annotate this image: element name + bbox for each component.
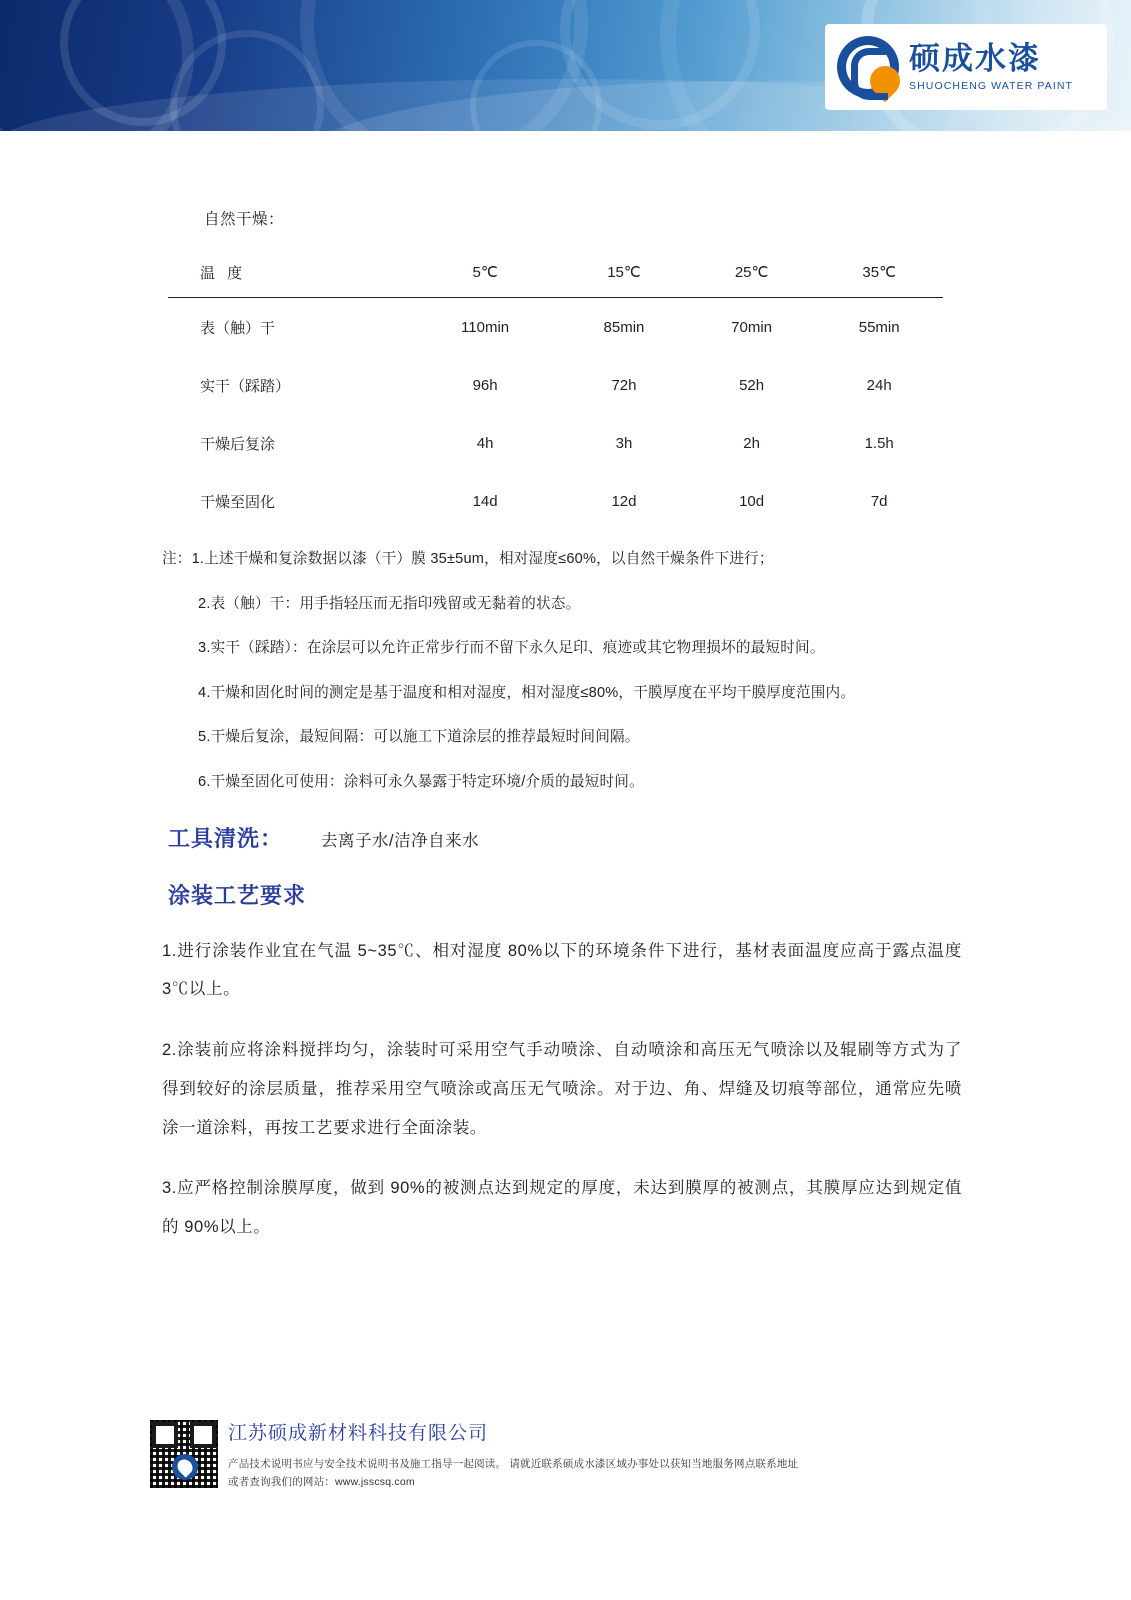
water-drop-icon [835,34,901,100]
table-row [168,298,943,357]
table-row [168,356,943,414]
section-title-text: 工具清洗： [168,825,284,851]
tool-cleaning-value: 去离子水/洁净自来水 [321,831,480,850]
row-label: 实干（踩踏） [200,377,291,395]
logo-s-shape [851,48,888,100]
cell-value: 2h [743,434,760,452]
table-header-5c: 5℃ [410,255,560,298]
logo-text-block [909,42,1073,92]
section-heading-tool-cleaning [168,822,1131,853]
cell-value: 52h [739,376,765,394]
row-label: 干燥至固化 [200,493,276,511]
table-header-25c: 25℃ [688,255,816,298]
document-content [0,131,1131,1247]
page-footer [0,1414,1131,1534]
notes-list [162,548,982,794]
brand-logo [825,24,1107,110]
cell-value: 7d [870,492,888,510]
cell-value: 96h [472,376,498,394]
process-paragraph: 1.进行涂装作业宜在气温 5~35℃、相对湿度 80%以下的环境条件下进行，基材表面温度应高于露点温度 3℃以上。 [162,941,962,999]
logo-drop-badge-icon [172,1454,198,1480]
table-header-row [168,255,943,298]
drying-data-table [168,255,943,530]
table-row [168,414,943,472]
table-header-15c: 15℃ [560,255,688,298]
cell-value: 72h [611,376,637,394]
note-item: 4.干燥和固化时间的测定是基于温度和相对湿度，相对湿度≤80%，干膜厚度在平均干膜厚度范围内。 [198,684,856,701]
note-item: 2.表（触）干：用手指轻压而无指印残留或无黏着的状态。 [198,595,581,612]
row-label: 干燥后复涂 [200,435,276,453]
cell-value: 10d [739,492,765,510]
cell-value: 1.5h [864,434,894,452]
note-item: 3.实干（踩踏）：在涂层可以允许正常步行而不留下永久足印、痕迹或其它物理损坏的最短时间。 [198,640,825,657]
cell-value: 3h [615,434,633,452]
table-header-35c: 35℃ [815,255,943,298]
cell-value: 14d [472,492,498,510]
footer-note-line-2: 或者查询我们的网站：www.jsscsq.com [228,1476,415,1488]
logo-name-cn: 硕成水漆 [909,40,1041,76]
natural-drying-label: 自然干燥： [204,211,285,228]
cell-value: 85min [603,318,645,336]
cell-value: 24h [866,376,892,394]
table-row [168,472,943,530]
cell-value: 110min [461,318,510,336]
logo-name-en: SHUOCHENG WATER PAINT [909,80,1074,93]
cell-value: 55min [858,318,900,336]
note-item: 6.干燥至固化可使用：涂料可永久暴露于特定环境/介质的最短时间。 [198,774,644,791]
page-header-banner [0,0,1131,131]
note-item: 5.干燥后复涂，最短间隔：可以施工下道涂层的推荐最短时间间隔。 [198,729,640,746]
cell-value: 70min [731,318,772,336]
footer-company-name: 江苏硕成新材料科技有限公司 [228,1423,489,1444]
section-title-text: 涂装工艺要求 [168,882,307,908]
cell-value: 4h [476,434,494,452]
footer-note-line-1: 产品技术说明书应与安全技术说明书及施工指导一起阅读。 请就近联系硕成水漆区域办事处以获知当地服务网点联系地址 [228,1458,799,1470]
process-paragraph: 3.应严格控制涂膜厚度，做到 90%的被测点达到规定的厚度，未达到膜厚的被测点，其膜厚应达到规定值的 90%以上。 [162,1179,962,1237]
cell-value: 12d [611,492,637,510]
row-label: 表（触）干 [200,319,276,337]
table-header-temperature: 温 度 [168,255,410,298]
process-paragraph: 2.涂装前应将涂料搅拌均匀，涂装时可采用空气手动喷涂、自动喷涂和高压无气喷涂以及辊刷等方式为了得到较好的涂层质量，推荐采用空气喷涂或高压无气喷涂。对于边、角、焊缝及切痕等部位，通常应先喷涂一道涂料，再按工艺要求进行全面涂装。 [162,1041,962,1137]
section-heading-coating-process [168,879,1131,910]
note-item: 注：1.上述干燥和复涂数据以漆（干）膜 35±5um，相对湿度≤60%，以自然干燥条件下进行； [162,551,774,567]
